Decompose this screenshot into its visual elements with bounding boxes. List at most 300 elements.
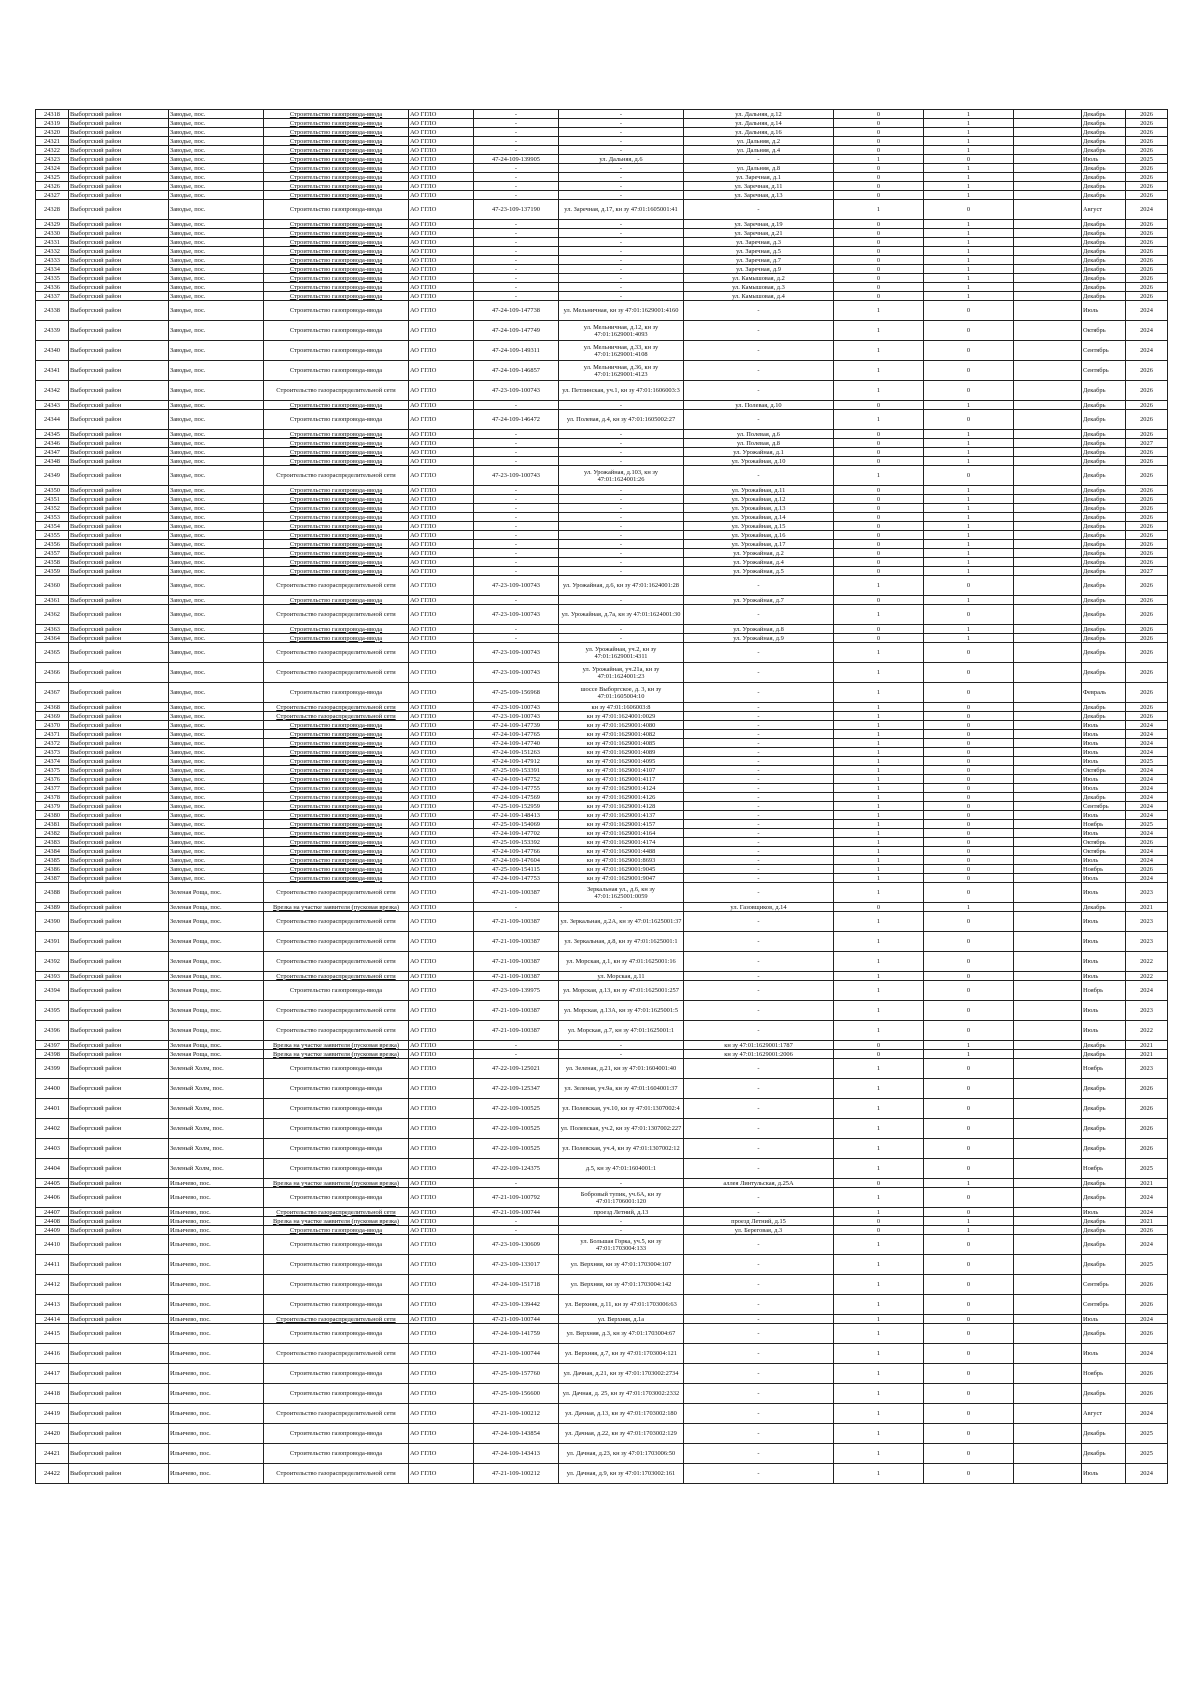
address-cell: ул. Мельничная, д.12, кн зу 47:01:1629001:4093	[559, 321, 684, 341]
year-cell: 2024	[1126, 811, 1168, 820]
empty-cell	[1014, 1275, 1082, 1295]
settlement-cell: Зеленая Роща, пос.	[169, 883, 264, 903]
work-type-cell: Строительство газопровода-ввода	[264, 200, 409, 220]
work-type-cell: Строительство газораспределительной сети	[264, 1021, 409, 1041]
district-cell: Выборгский район	[69, 1188, 169, 1208]
month-cell: Сентябрь	[1082, 802, 1126, 811]
district-cell: Выборгский район	[69, 361, 169, 381]
district-cell: Выборгский район	[69, 1424, 169, 1444]
empty-cell	[1014, 829, 1082, 838]
house-address-cell: ул. Урожайная, д.16	[684, 531, 834, 540]
month-cell: Декабрь	[1082, 1079, 1126, 1099]
settlement-cell: Ильичево, пос.	[169, 1324, 264, 1344]
district-cell: Выборгский район	[69, 567, 169, 576]
house-address-cell: -	[684, 784, 834, 793]
empty-cell	[1014, 1119, 1082, 1139]
settlement-cell: Заводье, пос.	[169, 856, 264, 865]
count-a-cell: 0	[834, 596, 924, 605]
permit-number-cell: 47-23-109-100743	[474, 576, 559, 596]
organization-cell: АО ГГЛО	[409, 634, 474, 643]
month-cell: Декабрь	[1082, 146, 1126, 155]
permit-number-cell: -	[474, 274, 559, 283]
organization-cell: АО ГГЛО	[409, 200, 474, 220]
house-address-cell: -	[684, 912, 834, 932]
empty-cell	[1014, 247, 1082, 256]
table-row	[36, 128, 1168, 137]
count-a-cell: 1	[834, 838, 924, 847]
district-cell: Выборгский район	[69, 549, 169, 558]
settlement-cell: Ильичево, пос.	[169, 1295, 264, 1315]
house-address-cell: -	[684, 1275, 834, 1295]
count-b-cell: 1	[924, 522, 1014, 531]
row-number-cell: 24377	[36, 784, 69, 793]
year-cell: 2026	[1126, 1226, 1168, 1235]
organization-cell: АО ГГЛО	[409, 361, 474, 381]
house-address-cell: ул. Заречная, д.3	[684, 238, 834, 247]
row-number-cell: 24346	[36, 439, 69, 448]
permit-number-cell: -	[474, 430, 559, 439]
district-cell: Выборгский район	[69, 576, 169, 596]
table-row	[36, 784, 1168, 793]
month-cell: Декабрь	[1082, 457, 1126, 466]
district-cell: Выборгский район	[69, 748, 169, 757]
month-cell: Декабрь	[1082, 625, 1126, 634]
count-b-cell: 1	[924, 439, 1014, 448]
district-cell: Выборгский район	[69, 410, 169, 430]
year-cell: 2026	[1126, 683, 1168, 703]
year-cell: 2023	[1126, 1059, 1168, 1079]
organization-cell: АО ГГЛО	[409, 1050, 474, 1059]
settlement-cell: Заводье, пос.	[169, 247, 264, 256]
permit-number-cell: 47-22-109-124375	[474, 1159, 559, 1179]
table-row	[36, 1295, 1168, 1315]
address-cell: кн зу 47:01:1629001:4174	[559, 838, 684, 847]
count-b-cell: 1	[924, 1041, 1014, 1050]
count-a-cell: 0	[834, 1041, 924, 1050]
month-cell: Февраль	[1082, 683, 1126, 703]
month-cell: Декабрь	[1082, 605, 1126, 625]
permit-number-cell: 47-24-109-139905	[474, 155, 559, 164]
settlement-cell: Заводье, пос.	[169, 283, 264, 292]
work-type-cell: Строительство газораспределительной сети	[264, 712, 409, 721]
permit-number-cell: 47-21-109-100387	[474, 932, 559, 952]
address-cell: кн зу 47:01:1629001:4085	[559, 739, 684, 748]
count-b-cell: 1	[924, 119, 1014, 128]
count-b-cell: 0	[924, 576, 1014, 596]
address-cell: ул. Зеркальная, д.2А, кн зу 47:01:1625001:37	[559, 912, 684, 932]
district-cell: Выборгский район	[69, 1226, 169, 1235]
empty-cell	[1014, 549, 1082, 558]
table-row	[36, 811, 1168, 820]
count-b-cell: 1	[924, 531, 1014, 540]
year-cell: 2026	[1126, 448, 1168, 457]
table-row	[36, 549, 1168, 558]
month-cell: Декабрь	[1082, 576, 1126, 596]
month-cell: Декабрь	[1082, 173, 1126, 182]
work-type-cell: Строительство газопровода-ввода	[264, 683, 409, 703]
month-cell: Декабрь	[1082, 663, 1126, 683]
address-cell: ул. Урожайная, уч.21а, кн зу 47:01:1624001:23	[559, 663, 684, 683]
count-a-cell: 0	[834, 1179, 924, 1188]
work-type-cell: Строительство газопровода-ввода	[264, 634, 409, 643]
work-type-cell: Строительство газопровода-ввода	[264, 265, 409, 274]
address-cell: ул. Мельничная, кн зу 47:01:1629001:4160	[559, 301, 684, 321]
settlement-cell: Ильичево, пос.	[169, 1255, 264, 1275]
empty-cell	[1014, 730, 1082, 739]
count-b-cell: 1	[924, 182, 1014, 191]
count-b-cell: 1	[924, 549, 1014, 558]
district-cell: Выборгский район	[69, 1079, 169, 1099]
row-number-cell: 24384	[36, 847, 69, 856]
empty-cell	[1014, 531, 1082, 540]
work-type-cell: Строительство газопровода-ввода	[264, 361, 409, 381]
count-a-cell: 0	[834, 457, 924, 466]
count-a-cell: 1	[834, 802, 924, 811]
settlement-cell: Зеленая Роща, пос.	[169, 1001, 264, 1021]
count-b-cell: 1	[924, 448, 1014, 457]
row-number-cell: 24386	[36, 865, 69, 874]
house-address-cell: -	[684, 883, 834, 903]
count-a-cell: 0	[834, 220, 924, 229]
address-cell: -	[559, 265, 684, 274]
house-address-cell: -	[684, 811, 834, 820]
work-type-cell: Строительство газопровода-ввода	[264, 495, 409, 504]
empty-cell	[1014, 381, 1082, 401]
row-number-cell: 24354	[36, 522, 69, 531]
count-b-cell: 0	[924, 1119, 1014, 1139]
permit-number-cell: 47-23-109-100743	[474, 381, 559, 401]
work-type-cell: Строительство газопровода-ввода	[264, 540, 409, 549]
address-cell: -	[559, 549, 684, 558]
house-address-cell: ул. Дальняя, д.8	[684, 164, 834, 173]
settlement-cell: Заводье, пос.	[169, 847, 264, 856]
table-row	[36, 643, 1168, 663]
organization-cell: АО ГГЛО	[409, 401, 474, 410]
year-cell: 2026	[1126, 596, 1168, 605]
house-address-cell: ул. Камышовая, д.2	[684, 274, 834, 283]
year-cell: 2022	[1126, 972, 1168, 981]
empty-cell	[1014, 495, 1082, 504]
work-type-cell: Строительство газопровода-ввода	[264, 164, 409, 173]
count-b-cell: 0	[924, 793, 1014, 802]
year-cell: 2026	[1126, 663, 1168, 683]
year-cell: 2026	[1126, 182, 1168, 191]
month-cell: Декабрь	[1082, 182, 1126, 191]
work-type-cell: Строительство газопровода-ввода	[264, 401, 409, 410]
address-cell: -	[559, 1217, 684, 1226]
table-row	[36, 903, 1168, 912]
row-number-cell: 24405	[36, 1179, 69, 1188]
year-cell: 2024	[1126, 748, 1168, 757]
row-number-cell: 24407	[36, 1208, 69, 1217]
address-cell: -	[559, 274, 684, 283]
year-cell: 2026	[1126, 381, 1168, 401]
table-row	[36, 430, 1168, 439]
district-cell: Выборгский район	[69, 1059, 169, 1079]
count-b-cell: 0	[924, 748, 1014, 757]
work-type-cell: Строительство газопровода-ввода	[264, 504, 409, 513]
district-cell: Выборгский район	[69, 663, 169, 683]
permit-number-cell: 47-21-109-100387	[474, 912, 559, 932]
count-a-cell: 1	[834, 1404, 924, 1424]
address-cell: ул. Зеленая, д.21, кн зу 47:01:1604001:40	[559, 1059, 684, 1079]
district-cell: Выборгский район	[69, 401, 169, 410]
count-b-cell: 1	[924, 596, 1014, 605]
empty-cell	[1014, 522, 1082, 531]
district-cell: Выборгский район	[69, 856, 169, 865]
count-a-cell: 0	[834, 256, 924, 265]
count-a-cell: 1	[834, 952, 924, 972]
organization-cell: АО ГГЛО	[409, 981, 474, 1001]
row-number-cell: 24403	[36, 1139, 69, 1159]
address-cell: -	[559, 567, 684, 576]
row-number-cell: 24353	[36, 513, 69, 522]
organization-cell: АО ГГЛО	[409, 1464, 474, 1484]
count-b-cell: 0	[924, 466, 1014, 486]
work-type-cell: Строительство газопровода-ввода	[264, 410, 409, 430]
work-type-cell: Строительство газораспределительной сети	[264, 1208, 409, 1217]
work-type-cell: Строительство газораспределительной сети	[264, 576, 409, 596]
count-a-cell: 1	[834, 739, 924, 748]
house-address-cell: ул. Дальняя, д.16	[684, 128, 834, 137]
house-address-cell: -	[684, 757, 834, 766]
month-cell: Декабрь	[1082, 381, 1126, 401]
house-address-cell: -	[684, 820, 834, 829]
year-cell: 2026	[1126, 531, 1168, 540]
organization-cell: АО ГГЛО	[409, 531, 474, 540]
row-number-cell: 24330	[36, 229, 69, 238]
organization-cell: АО ГГЛО	[409, 972, 474, 981]
month-cell: Декабрь	[1082, 643, 1126, 663]
settlement-cell: Заводье, пос.	[169, 775, 264, 784]
count-b-cell: 0	[924, 321, 1014, 341]
month-cell: Декабрь	[1082, 712, 1126, 721]
empty-cell	[1014, 283, 1082, 292]
district-cell: Выборгский район	[69, 155, 169, 164]
address-cell: ул. Морская, д.11	[559, 972, 684, 981]
table-row	[36, 1159, 1168, 1179]
empty-cell	[1014, 1050, 1082, 1059]
count-a-cell: 1	[834, 1119, 924, 1139]
row-number-cell: 24404	[36, 1159, 69, 1179]
year-cell: 2021	[1126, 1041, 1168, 1050]
table-row	[36, 1444, 1168, 1464]
settlement-cell: Заводье, пос.	[169, 200, 264, 220]
house-address-cell: -	[684, 1255, 834, 1275]
empty-cell	[1014, 1188, 1082, 1208]
work-type-cell: Строительство газопровода-ввода	[264, 1059, 409, 1079]
house-address-cell: ул. Дальняя, д.2	[684, 137, 834, 146]
empty-cell	[1014, 1344, 1082, 1364]
year-cell: 2026	[1126, 119, 1168, 128]
table-row	[36, 1139, 1168, 1159]
count-b-cell: 1	[924, 513, 1014, 522]
house-address-cell: кн зу 47:01:1629001:2006	[684, 1050, 834, 1059]
permit-number-cell: -	[474, 540, 559, 549]
year-cell: 2026	[1126, 865, 1168, 874]
permit-number-cell: 47-21-109-100212	[474, 1464, 559, 1484]
house-address-cell: ул. Дальняя, д.4	[684, 146, 834, 155]
address-cell: кн зу 47:01:1629001:4128	[559, 802, 684, 811]
house-address-cell: -	[684, 1324, 834, 1344]
settlement-cell: Заводье, пос.	[169, 229, 264, 238]
year-cell: 2024	[1126, 200, 1168, 220]
permit-number-cell: 47-23-109-100743	[474, 605, 559, 625]
settlement-cell: Заводье, пос.	[169, 625, 264, 634]
district-cell: Выборгский район	[69, 540, 169, 549]
house-address-cell: -	[684, 1235, 834, 1255]
table-row	[36, 466, 1168, 486]
empty-cell	[1014, 292, 1082, 301]
year-cell: 2026	[1126, 283, 1168, 292]
district-cell: Выборгский район	[69, 1324, 169, 1344]
organization-cell: АО ГГЛО	[409, 1159, 474, 1179]
organization-cell: АО ГГЛО	[409, 549, 474, 558]
year-cell: 2026	[1126, 540, 1168, 549]
row-number-cell: 24414	[36, 1315, 69, 1324]
permit-number-cell: -	[474, 1217, 559, 1226]
table-row	[36, 883, 1168, 903]
district-cell: Выборгский район	[69, 292, 169, 301]
count-b-cell: 0	[924, 766, 1014, 775]
count-b-cell: 0	[924, 200, 1014, 220]
year-cell: 2026	[1126, 361, 1168, 381]
count-b-cell: 1	[924, 229, 1014, 238]
month-cell: Декабрь	[1082, 495, 1126, 504]
count-a-cell: 0	[834, 558, 924, 567]
row-number-cell: 24343	[36, 401, 69, 410]
empty-cell	[1014, 856, 1082, 865]
permit-number-cell: -	[474, 549, 559, 558]
year-cell: 2022	[1126, 1021, 1168, 1041]
year-cell: 2022	[1126, 952, 1168, 972]
year-cell: 2024	[1126, 1235, 1168, 1255]
year-cell: 2026	[1126, 256, 1168, 265]
table-row	[36, 775, 1168, 784]
year-cell: 2026	[1126, 410, 1168, 430]
year-cell: 2026	[1126, 643, 1168, 663]
table-row	[36, 1119, 1168, 1139]
row-number-cell: 24419	[36, 1404, 69, 1424]
district-cell: Выборгский район	[69, 1001, 169, 1021]
month-cell: Декабрь	[1082, 110, 1126, 119]
year-cell: 2026	[1126, 549, 1168, 558]
settlement-cell: Заводье, пос.	[169, 712, 264, 721]
address-cell: ул. Урожайная, д.103, кн зу 47:01:1624001:26	[559, 466, 684, 486]
house-address-cell: -	[684, 712, 834, 721]
count-a-cell: 1	[834, 1079, 924, 1099]
table-row	[36, 146, 1168, 155]
table-body	[36, 110, 1168, 1484]
house-address-cell: -	[684, 1079, 834, 1099]
row-number-cell: 24387	[36, 874, 69, 883]
count-b-cell: 0	[924, 838, 1014, 847]
count-a-cell: 0	[834, 274, 924, 283]
table-row	[36, 981, 1168, 1001]
row-number-cell: 24406	[36, 1188, 69, 1208]
settlement-cell: Заводье, пос.	[169, 128, 264, 137]
address-cell: -	[559, 164, 684, 173]
month-cell: Июль	[1082, 1208, 1126, 1217]
permit-number-cell: -	[474, 128, 559, 137]
table-row	[36, 865, 1168, 874]
work-type-cell: Строительство газопровода-ввода	[264, 838, 409, 847]
table-row	[36, 301, 1168, 321]
row-number-cell: 24412	[36, 1275, 69, 1295]
year-cell: 2024	[1126, 856, 1168, 865]
house-address-cell: ул. Урожайная, д.13	[684, 504, 834, 513]
settlement-cell: Заводье, пос.	[169, 549, 264, 558]
permit-number-cell: -	[474, 439, 559, 448]
table-row	[36, 361, 1168, 381]
district-cell: Выборгский район	[69, 341, 169, 361]
work-type-cell: Строительство газопровода-ввода	[264, 173, 409, 182]
empty-cell	[1014, 110, 1082, 119]
empty-cell	[1014, 466, 1082, 486]
house-address-cell: ул. Заречная, д.19	[684, 220, 834, 229]
year-cell: 2026	[1126, 634, 1168, 643]
permit-number-cell: -	[474, 247, 559, 256]
district-cell: Выборгский район	[69, 634, 169, 643]
address-cell: кн зу 47:01:1629001:4089	[559, 748, 684, 757]
settlement-cell: Зеленая Роща, пос.	[169, 1050, 264, 1059]
permit-number-cell: 47-25-109-153392	[474, 838, 559, 847]
count-a-cell: 0	[834, 1217, 924, 1226]
table-row	[36, 874, 1168, 883]
empty-cell	[1014, 567, 1082, 576]
count-a-cell: 0	[834, 292, 924, 301]
district-cell: Выборгский район	[69, 683, 169, 703]
permit-number-cell: 47-25-109-154069	[474, 820, 559, 829]
month-cell: Октябрь	[1082, 321, 1126, 341]
organization-cell: АО ГГЛО	[409, 874, 474, 883]
district-cell: Выборгский район	[69, 274, 169, 283]
count-a-cell: 0	[834, 1226, 924, 1235]
work-type-cell: Строительство газораспределительной сети	[264, 912, 409, 932]
house-address-cell: -	[684, 576, 834, 596]
count-b-cell: 1	[924, 283, 1014, 292]
month-cell: Декабрь	[1082, 531, 1126, 540]
district-cell: Выборгский район	[69, 874, 169, 883]
district-cell: Выборгский район	[69, 430, 169, 439]
count-a-cell: 0	[834, 283, 924, 292]
count-a-cell: 1	[834, 847, 924, 856]
empty-cell	[1014, 663, 1082, 683]
count-b-cell: 0	[924, 1255, 1014, 1275]
row-number-cell: 24344	[36, 410, 69, 430]
count-a-cell: 1	[834, 155, 924, 164]
count-b-cell: 0	[924, 341, 1014, 361]
house-address-cell: -	[684, 1119, 834, 1139]
district-cell: Выборгский район	[69, 811, 169, 820]
district-cell: Выборгский район	[69, 439, 169, 448]
permit-number-cell: -	[474, 531, 559, 540]
house-address-cell: -	[684, 856, 834, 865]
house-address-cell: ул. Урожайная, д.17	[684, 540, 834, 549]
house-address-cell: -	[684, 1464, 834, 1484]
empty-cell	[1014, 634, 1082, 643]
address-cell: -	[559, 430, 684, 439]
month-cell: Декабрь	[1082, 1179, 1126, 1188]
district-cell: Выборгский район	[69, 712, 169, 721]
work-type-cell: Врезка на участке заявителя (пусковая врезка)	[264, 903, 409, 912]
district-cell: Выборгский район	[69, 146, 169, 155]
district-cell: Выборгский район	[69, 605, 169, 625]
organization-cell: АО ГГЛО	[409, 238, 474, 247]
empty-cell	[1014, 558, 1082, 567]
month-cell: Ноябрь	[1082, 1159, 1126, 1179]
permit-number-cell: 47-24-109-147739	[474, 721, 559, 730]
